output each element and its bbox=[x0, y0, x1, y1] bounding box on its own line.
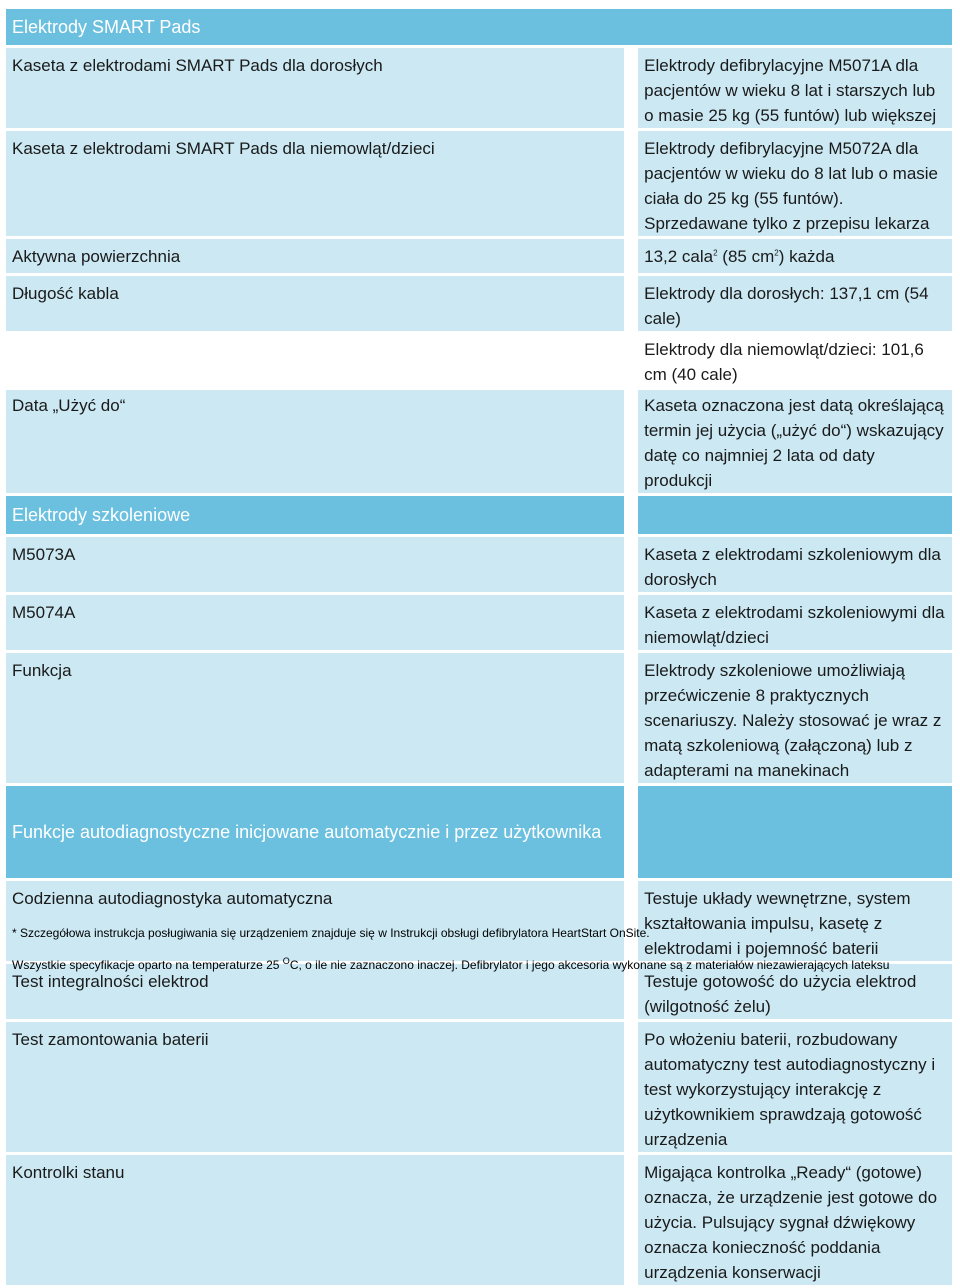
row-value: Elektrody defibrylacyjne M5072A dla pacjentów w wieku do 8 lat lub o masie ciała do 25 kg (55 funtów). Sprzedawane tylko z przepisu lekarza bbox=[638, 131, 952, 236]
area-sup-a: 2 bbox=[713, 248, 718, 258]
row-value bbox=[638, 239, 952, 273]
specifications-table bbox=[6, 6, 952, 1288]
section-title: Elektrody szkoleniowe bbox=[6, 496, 638, 534]
area-value-a: 13,2 cala bbox=[644, 247, 714, 266]
row-value: Testuje układy wewnętrzne, system kształtowania impulsu, kasetę z elektrodami i pojemność baterii bbox=[638, 881, 952, 961]
row-value: Kaseta z elektrodami szkoleniowym dla dorosłych bbox=[638, 537, 952, 592]
row-value: Testuje gotowość do użycia elektrod (wilgotność żelu) bbox=[638, 964, 952, 1019]
row-label: Długość kabla bbox=[6, 276, 638, 331]
row-label: Kaseta z elektrodami SMART Pads dla niemowląt/dzieci bbox=[6, 131, 638, 236]
footnote-degree-sup: O bbox=[282, 956, 290, 966]
table-row bbox=[6, 276, 952, 331]
row-label: Data „Użyć do“ bbox=[6, 390, 638, 493]
table-row bbox=[6, 131, 952, 236]
area-value-c: ) każda bbox=[778, 247, 835, 266]
table-row bbox=[6, 653, 952, 783]
row-value: Kaseta z elektrodami szkoleniowymi dla niemowląt/dzieci bbox=[638, 595, 952, 650]
table-row bbox=[6, 881, 952, 961]
row-label: Kaseta z elektrodami SMART Pads dla dorosłych bbox=[6, 48, 638, 128]
row-value: Migająca kontrolka „Ready“ (gotowe) oznacza, że urządzenie jest gotowe do użycia. Pulsujący sygnał dźwiękowy oznacza konieczność poddania urządzenia konserwacji bbox=[638, 1155, 952, 1285]
section-title: Elektrody SMART Pads bbox=[6, 9, 952, 45]
table-row bbox=[6, 48, 952, 128]
row-label: Kontrolki stanu bbox=[6, 1155, 638, 1285]
header-spacer bbox=[638, 786, 952, 878]
row-value: Po włożeniu baterii, rozbudowany automatyczny test autodiagnostyczny i test wykorzystujący interakcję z użytkownikiem sprawdzają gotowość urządzenia bbox=[638, 1022, 952, 1152]
table-row bbox=[6, 1155, 952, 1285]
footnote-text-b: C, o ile nie zaznaczono inaczej. Defibrylator i jego akcesoria wykonane są z materiałów niezawierających lateksu bbox=[289, 958, 890, 972]
area-value-b: (85 cm bbox=[717, 247, 775, 266]
footnote-specifications bbox=[12, 958, 889, 972]
table-row bbox=[6, 239, 952, 273]
row-value: Kaseta oznaczona jest datą określającą termin jej użycia („użyć do“) wskazujący datę co najmniej 2 lata od daty produkcji bbox=[638, 390, 952, 493]
row-label: Funkcja bbox=[6, 653, 638, 783]
row-value: Elektrody szkoleniowe umożliwiają przećwiczenie 8 praktycznych scenariuszy. Należy stosować je wraz z matą szkoleniową (załączoną) lub z adapterami na manekinach bbox=[638, 653, 952, 783]
header-spacer bbox=[638, 496, 952, 534]
table-row bbox=[6, 964, 952, 1019]
row-label-empty bbox=[6, 334, 638, 387]
row-label: Codzienna autodiagnostyka automatyczna bbox=[6, 881, 638, 961]
row-label: M5073A bbox=[6, 537, 638, 592]
row-value: Elektrody dla dorosłych: 137,1 cm (54 cale) bbox=[638, 276, 952, 331]
table-row bbox=[6, 390, 952, 493]
section-header-selftest bbox=[6, 786, 952, 878]
section-title: Funkcje autodiagnostyczne inicjowane automatycznie i przez użytkownika bbox=[6, 786, 638, 878]
table-row bbox=[6, 537, 952, 592]
row-value: Elektrody defibrylacyjne M5071A dla pacjentów w wieku 8 lat i starszych lub o masie 25 kg (55 funtów) lub większej bbox=[638, 48, 952, 128]
area-sup-b: 2 bbox=[774, 248, 779, 258]
row-label: Aktywna powierzchnia bbox=[6, 239, 638, 273]
footnote-manual: * Szczegółowa instrukcja posługiwania się urządzeniem znajduje się w Instrukcji obsługi defibrylatora HeartStart OnSite. bbox=[12, 926, 650, 940]
row-label: Test zamontowania baterii bbox=[6, 1022, 638, 1152]
table-row bbox=[6, 595, 952, 650]
section-header-smart-pads bbox=[6, 9, 952, 45]
row-value: Elektrody dla niemowląt/dzieci: 101,6 cm (40 cale) bbox=[638, 334, 952, 387]
row-label: M5074A bbox=[6, 595, 638, 650]
table-row bbox=[6, 1022, 952, 1152]
table-row bbox=[6, 334, 952, 387]
row-label: Test integralności elektrod bbox=[6, 964, 638, 1019]
section-header-training bbox=[6, 496, 952, 534]
footnote-text-a: Wszystkie specyfikacje oparto na temperaturze 25 bbox=[12, 958, 283, 972]
